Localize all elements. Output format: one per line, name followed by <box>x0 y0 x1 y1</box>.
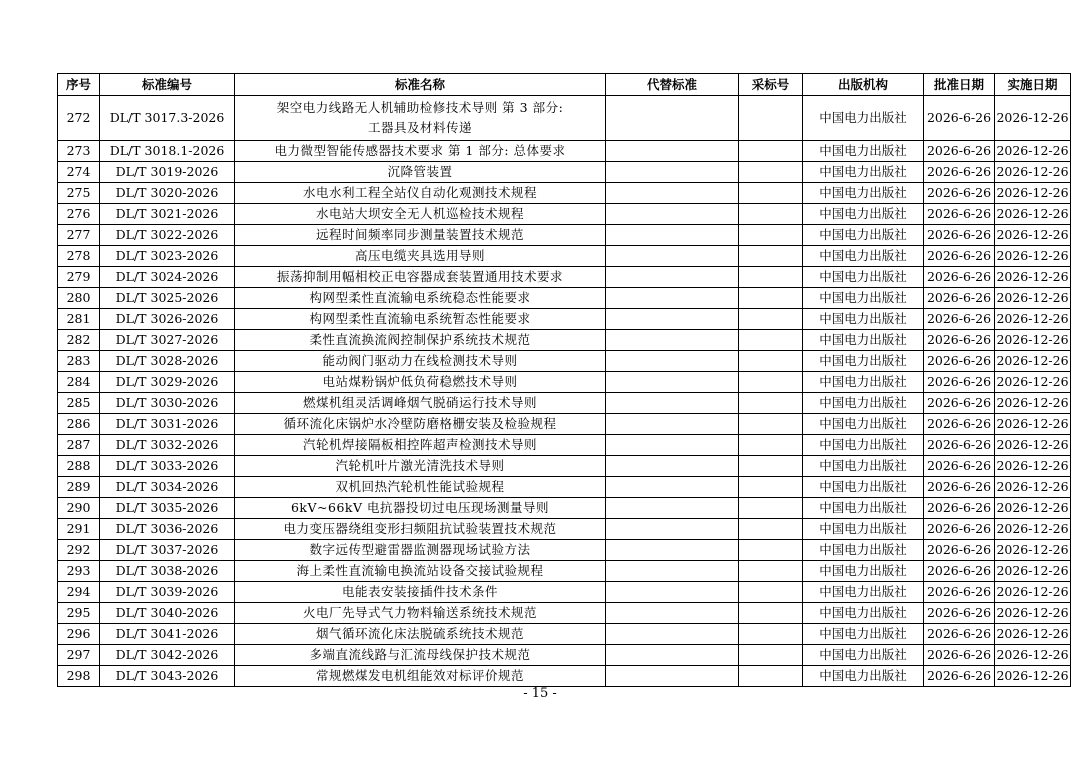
approval-date-cell: 2026-6-26 <box>924 393 995 414</box>
serial-number-cell: 295 <box>58 603 100 624</box>
standard-code-cell: DL/T 3037-2026 <box>100 540 235 561</box>
serial-number-cell: 289 <box>58 477 100 498</box>
approval-date-cell: 2026-6-26 <box>924 477 995 498</box>
effective-date-cell: 2026-12-26 <box>995 309 1071 330</box>
effective-date-cell: 2026-12-26 <box>995 372 1071 393</box>
publisher-cell: 中国电力出版社 <box>803 414 924 435</box>
standard-code-cell: DL/T 3024-2026 <box>100 267 235 288</box>
adopted-standard-cell <box>739 393 803 414</box>
table-row <box>58 141 1071 162</box>
adopted-standard-cell <box>739 288 803 309</box>
replaced-standard-cell <box>606 435 739 456</box>
effective-date-cell: 2026-12-26 <box>995 624 1071 645</box>
replaced-standard-cell <box>606 456 739 477</box>
publisher-cell: 中国电力出版社 <box>803 162 924 183</box>
standard-name-cell <box>235 414 606 435</box>
adopted-standard-cell <box>739 645 803 666</box>
approval-date-cell: 2026-6-26 <box>924 351 995 372</box>
approval-date-cell: 2026-6-26 <box>924 372 995 393</box>
adopted-standard-cell <box>739 372 803 393</box>
table-row <box>58 246 1071 267</box>
standard-name-line: 振荡抑制用幅相校正电容器成套装置通用技术要求 <box>276 269 563 284</box>
replaced-standard-cell <box>606 477 739 498</box>
header-publisher: 出版机构 <box>803 74 924 96</box>
adopted-standard-cell <box>739 561 803 582</box>
approval-date-cell: 2026-6-26 <box>924 582 995 603</box>
replaced-standard-cell <box>606 624 739 645</box>
standard-name-line: 烟气循环流化床法脱硫系统技术规范 <box>315 626 524 641</box>
publisher-cell: 中国电力出版社 <box>803 519 924 540</box>
standard-code-cell: DL/T 3032-2026 <box>100 435 235 456</box>
serial-number-cell: 276 <box>58 204 100 225</box>
adopted-standard-cell <box>739 330 803 351</box>
adopted-standard-cell <box>739 666 803 687</box>
standard-code-cell: DL/T 3036-2026 <box>100 519 235 540</box>
adopted-standard-cell <box>739 624 803 645</box>
standard-name-line: 高压电缆夹具选用导则 <box>354 248 485 263</box>
standard-name-line: 数字远传型避雷器监测器现场试验方法 <box>309 542 531 557</box>
adopted-standard-cell <box>739 519 803 540</box>
serial-number-cell: 287 <box>58 435 100 456</box>
approval-date-cell: 2026-6-26 <box>924 267 995 288</box>
effective-date-cell: 2026-12-26 <box>995 246 1071 267</box>
adopted-standard-cell <box>739 96 803 141</box>
standard-name-line: 构网型柔性直流输电系统稳态性能要求 <box>309 290 531 305</box>
publisher-cell: 中国电力出版社 <box>803 183 924 204</box>
replaced-standard-cell <box>606 225 739 246</box>
effective-date-cell: 2026-12-26 <box>995 645 1071 666</box>
publisher-cell: 中国电力出版社 <box>803 477 924 498</box>
table-row <box>58 477 1071 498</box>
effective-date-cell: 2026-12-26 <box>995 162 1071 183</box>
replaced-standard-cell <box>606 246 739 267</box>
standard-code-cell: DL/T 3021-2026 <box>100 204 235 225</box>
standard-code-cell: DL/T 3042-2026 <box>100 645 235 666</box>
standard-name-line: 水电站大坝安全无人机巡检技术规程 <box>315 206 524 221</box>
serial-number-cell: 286 <box>58 414 100 435</box>
serial-number-cell: 294 <box>58 582 100 603</box>
standard-name-cell <box>235 330 606 351</box>
standard-code-cell: DL/T 3039-2026 <box>100 582 235 603</box>
approval-date-cell: 2026-6-26 <box>924 288 995 309</box>
replaced-standard-cell <box>606 204 739 225</box>
effective-date-cell: 2026-12-26 <box>995 393 1071 414</box>
publisher-cell: 中国电力出版社 <box>803 624 924 645</box>
replaced-standard-cell <box>606 645 739 666</box>
serial-number-cell: 298 <box>58 666 100 687</box>
replaced-standard-cell <box>606 330 739 351</box>
effective-date-cell: 2026-12-26 <box>995 288 1071 309</box>
approval-date-cell: 2026-6-26 <box>924 435 995 456</box>
publisher-cell: 中国电力出版社 <box>803 540 924 561</box>
serial-number-cell: 297 <box>58 645 100 666</box>
standard-name-line: 汽轮机叶片激光清洗技术导则 <box>335 458 505 473</box>
standard-name-line: 电力微型智能传感器技术要求 第 1 部分: 总体要求 <box>274 143 566 158</box>
replaced-standard-cell <box>606 666 739 687</box>
standard-name-cell <box>235 519 606 540</box>
table-row <box>58 624 1071 645</box>
standard-code-cell: DL/T 3029-2026 <box>100 372 235 393</box>
standard-name-cell <box>235 624 606 645</box>
publisher-cell: 中国电力出版社 <box>803 225 924 246</box>
approval-date-cell: 2026-6-26 <box>924 414 995 435</box>
serial-number-cell: 285 <box>58 393 100 414</box>
table-row <box>58 351 1071 372</box>
replaced-standard-cell <box>606 603 739 624</box>
table-body <box>58 96 1071 687</box>
table-row <box>58 183 1071 204</box>
table-row <box>58 582 1071 603</box>
standard-name-cell <box>235 288 606 309</box>
serial-number-cell: 283 <box>58 351 100 372</box>
standard-name-cell <box>235 498 606 519</box>
adopted-standard-cell <box>739 540 803 561</box>
standard-code-cell: DL/T 3030-2026 <box>100 393 235 414</box>
approval-date-cell: 2026-6-26 <box>924 183 995 204</box>
effective-date-cell: 2026-12-26 <box>995 330 1071 351</box>
adopted-standard-cell <box>739 498 803 519</box>
publisher-cell: 中国电力出版社 <box>803 582 924 603</box>
adopted-standard-cell <box>739 141 803 162</box>
effective-date-cell: 2026-12-26 <box>995 183 1071 204</box>
effective-date-cell: 2026-12-26 <box>995 477 1071 498</box>
table-row <box>58 204 1071 225</box>
publisher-cell: 中国电力出版社 <box>803 246 924 267</box>
adopted-standard-cell <box>739 204 803 225</box>
approval-date-cell: 2026-6-26 <box>924 309 995 330</box>
replaced-standard-cell <box>606 183 739 204</box>
approval-date-cell: 2026-6-26 <box>924 561 995 582</box>
replaced-standard-cell <box>606 540 739 561</box>
standard-name-line: 水电水利工程全站仪自动化观测技术规程 <box>302 185 537 200</box>
serial-number-cell: 296 <box>58 624 100 645</box>
standard-name-line: 电力变压器绕组变形扫频阻抗试验装置技术规范 <box>283 521 557 536</box>
standard-name-cell <box>235 393 606 414</box>
standard-code-cell: DL/T 3019-2026 <box>100 162 235 183</box>
standard-name-line: 6kV~66kV 电抗器投切过电压现场测量导则 <box>290 500 549 515</box>
standard-name-cell <box>235 477 606 498</box>
approval-date-cell: 2026-6-26 <box>924 624 995 645</box>
standard-name-cell <box>235 435 606 456</box>
standard-name-line: 电能表安装接插件技术条件 <box>341 584 498 599</box>
table-row <box>58 666 1071 687</box>
replaced-standard-cell <box>606 414 739 435</box>
publisher-cell: 中国电力出版社 <box>803 141 924 162</box>
standard-code-cell: DL/T 3028-2026 <box>100 351 235 372</box>
standard-name-cell <box>235 582 606 603</box>
approval-date-cell: 2026-6-26 <box>924 162 995 183</box>
replaced-standard-cell <box>606 393 739 414</box>
serial-number-cell: 280 <box>58 288 100 309</box>
header-replaced-standard: 代替标准 <box>606 74 739 96</box>
publisher-cell: 中国电力出版社 <box>803 372 924 393</box>
adopted-standard-cell <box>739 435 803 456</box>
publisher-cell: 中国电力出版社 <box>803 561 924 582</box>
table-row <box>58 372 1071 393</box>
adopted-standard-cell <box>739 309 803 330</box>
standard-code-cell: DL/T 3022-2026 <box>100 225 235 246</box>
header-standard-name: 标准名称 <box>235 74 606 96</box>
adopted-standard-cell <box>739 162 803 183</box>
serial-number-cell: 291 <box>58 519 100 540</box>
table-row <box>58 414 1071 435</box>
standard-name-line: 工器具及材料传递 <box>367 120 472 135</box>
standard-name-line: 循环流化床锅炉水冷壁防磨格栅安装及检验规程 <box>283 416 557 431</box>
adopted-standard-cell <box>739 183 803 204</box>
adopted-standard-cell <box>739 225 803 246</box>
effective-date-cell: 2026-12-26 <box>995 582 1071 603</box>
table-row <box>58 162 1071 183</box>
table-row <box>58 225 1071 246</box>
effective-date-cell: 2026-12-26 <box>995 456 1071 477</box>
effective-date-cell: 2026-12-26 <box>995 141 1071 162</box>
replaced-standard-cell <box>606 372 739 393</box>
serial-number-cell: 274 <box>58 162 100 183</box>
replaced-standard-cell <box>606 561 739 582</box>
table-row <box>58 330 1071 351</box>
serial-number-cell: 284 <box>58 372 100 393</box>
adopted-standard-cell <box>739 477 803 498</box>
standard-name-cell <box>235 96 606 141</box>
standard-name-line: 沉降管装置 <box>387 164 453 179</box>
replaced-standard-cell <box>606 141 739 162</box>
standard-code-cell: DL/T 3018.1-2026 <box>100 141 235 162</box>
table-row <box>58 288 1071 309</box>
standard-name-cell <box>235 540 606 561</box>
publisher-cell: 中国电力出版社 <box>803 309 924 330</box>
table-row <box>58 540 1071 561</box>
serial-number-cell: 281 <box>58 309 100 330</box>
standard-code-cell: DL/T 3023-2026 <box>100 246 235 267</box>
approval-date-cell: 2026-6-26 <box>924 498 995 519</box>
publisher-cell: 中国电力出版社 <box>803 666 924 687</box>
page-number: - 15 - <box>523 686 557 701</box>
approval-date-cell: 2026-6-26 <box>924 519 995 540</box>
adopted-standard-cell <box>739 351 803 372</box>
approval-date-cell: 2026-6-26 <box>924 225 995 246</box>
adopted-standard-cell <box>739 246 803 267</box>
publisher-cell: 中国电力出版社 <box>803 456 924 477</box>
standard-code-cell: DL/T 3033-2026 <box>100 456 235 477</box>
serial-number-cell: 282 <box>58 330 100 351</box>
adopted-standard-cell <box>739 603 803 624</box>
serial-number-cell: 290 <box>58 498 100 519</box>
standard-name-line: 常规燃煤发电机组能效对标评价规范 <box>315 668 524 683</box>
standard-code-cell: DL/T 3041-2026 <box>100 624 235 645</box>
effective-date-cell: 2026-12-26 <box>995 666 1071 687</box>
standard-name-cell <box>235 141 606 162</box>
effective-date-cell: 2026-12-26 <box>995 540 1071 561</box>
serial-number-cell: 293 <box>58 561 100 582</box>
serial-number-cell: 278 <box>58 246 100 267</box>
standard-name-cell <box>235 162 606 183</box>
approval-date-cell: 2026-6-26 <box>924 204 995 225</box>
publisher-cell: 中国电力出版社 <box>803 435 924 456</box>
publisher-cell: 中国电力出版社 <box>803 96 924 141</box>
serial-number-cell: 279 <box>58 267 100 288</box>
standard-code-cell: DL/T 3035-2026 <box>100 498 235 519</box>
standard-code-cell: DL/T 3031-2026 <box>100 414 235 435</box>
effective-date-cell: 2026-12-26 <box>995 267 1071 288</box>
effective-date-cell: 2026-12-26 <box>995 351 1071 372</box>
standard-code-cell: DL/T 3034-2026 <box>100 477 235 498</box>
effective-date-cell: 2026-12-26 <box>995 519 1071 540</box>
table-row <box>58 498 1071 519</box>
effective-date-cell: 2026-12-26 <box>995 204 1071 225</box>
replaced-standard-cell <box>606 267 739 288</box>
standard-name-line: 能动阀门驱动力在线检测技术导则 <box>322 353 518 368</box>
replaced-standard-cell <box>606 288 739 309</box>
adopted-standard-cell <box>739 582 803 603</box>
standard-name-cell <box>235 456 606 477</box>
approval-date-cell: 2026-6-26 <box>924 603 995 624</box>
standard-code-cell: DL/T 3017.3-2026 <box>100 96 235 141</box>
effective-date-cell: 2026-12-26 <box>995 435 1071 456</box>
approval-date-cell: 2026-6-26 <box>924 246 995 267</box>
standard-code-cell: DL/T 3025-2026 <box>100 288 235 309</box>
header-adopted-standard: 采标号 <box>739 74 803 96</box>
standard-name-cell <box>235 309 606 330</box>
header-effective-date: 实施日期 <box>995 74 1071 96</box>
adopted-standard-cell <box>739 267 803 288</box>
adopted-standard-cell <box>739 414 803 435</box>
header-row <box>58 74 1071 96</box>
adopted-standard-cell <box>739 456 803 477</box>
effective-date-cell: 2026-12-26 <box>995 96 1071 141</box>
publisher-cell: 中国电力出版社 <box>803 204 924 225</box>
table-row <box>58 519 1071 540</box>
standard-code-cell: DL/T 3043-2026 <box>100 666 235 687</box>
table-row <box>58 267 1071 288</box>
replaced-standard-cell <box>606 162 739 183</box>
publisher-cell: 中国电力出版社 <box>803 393 924 414</box>
replaced-standard-cell <box>606 519 739 540</box>
table-row <box>58 561 1071 582</box>
serial-number-cell: 292 <box>58 540 100 561</box>
header-serial-number: 序号 <box>58 74 100 96</box>
table-row <box>58 96 1071 141</box>
publisher-cell: 中国电力出版社 <box>803 288 924 309</box>
standard-name-line: 电站煤粉锅炉低负荷稳燃技术导则 <box>322 374 518 389</box>
replaced-standard-cell <box>606 96 739 141</box>
serial-number-cell: 275 <box>58 183 100 204</box>
standard-name-line: 柔性直流换流阀控制保护系统技术规范 <box>309 332 531 347</box>
standard-name-cell <box>235 267 606 288</box>
effective-date-cell: 2026-12-26 <box>995 225 1071 246</box>
standard-name-line: 双机回热汽轮机性能试验规程 <box>335 479 505 494</box>
standard-name-cell <box>235 225 606 246</box>
approval-date-cell: 2026-6-26 <box>924 330 995 351</box>
standard-name-line: 燃煤机组灵活调峰烟气脱硝运行技术导则 <box>302 395 537 410</box>
standard-name-cell <box>235 666 606 687</box>
approval-date-cell: 2026-6-26 <box>924 540 995 561</box>
standard-name-cell <box>235 603 606 624</box>
publisher-cell: 中国电力出版社 <box>803 498 924 519</box>
table-row <box>58 309 1071 330</box>
replaced-standard-cell <box>606 498 739 519</box>
standards-table <box>57 73 1071 687</box>
table-row <box>58 393 1071 414</box>
standard-code-cell: DL/T 3020-2026 <box>100 183 235 204</box>
effective-date-cell: 2026-12-26 <box>995 414 1071 435</box>
publisher-cell: 中国电力出版社 <box>803 603 924 624</box>
effective-date-cell: 2026-12-26 <box>995 498 1071 519</box>
standard-code-cell: DL/T 3038-2026 <box>100 561 235 582</box>
standard-name-cell <box>235 183 606 204</box>
standard-code-cell: DL/T 3027-2026 <box>100 330 235 351</box>
table-row <box>58 435 1071 456</box>
standard-name-cell <box>235 204 606 225</box>
standard-name-cell <box>235 372 606 393</box>
effective-date-cell: 2026-12-26 <box>995 561 1071 582</box>
standard-name-line: 架空电力线路无人机辅助检修技术导则 第 3 部分: <box>276 100 564 115</box>
standard-name-line: 远程时间频率同步测量装置技术规范 <box>315 227 524 242</box>
serial-number-cell: 272 <box>58 96 100 141</box>
effective-date-cell: 2026-12-26 <box>995 603 1071 624</box>
approval-date-cell: 2026-6-26 <box>924 456 995 477</box>
standard-name-line: 火电厂先导式气力物料输送系统技术规范 <box>302 605 537 620</box>
publisher-cell: 中国电力出版社 <box>803 351 924 372</box>
approval-date-cell: 2026-6-26 <box>924 141 995 162</box>
standard-name-cell <box>235 561 606 582</box>
standard-name-cell <box>235 351 606 372</box>
approval-date-cell: 2026-6-26 <box>924 666 995 687</box>
standard-name-cell <box>235 645 606 666</box>
header-standard-code: 标准编号 <box>100 74 235 96</box>
standard-name-line: 多端直流线路与汇流母线保护技术规范 <box>309 647 531 662</box>
table-row <box>58 645 1071 666</box>
replaced-standard-cell <box>606 309 739 330</box>
table-row <box>58 456 1071 477</box>
standard-name-line: 海上柔性直流输电换流站设备交接试验规程 <box>296 563 544 578</box>
publisher-cell: 中国电力出版社 <box>803 267 924 288</box>
publisher-cell: 中国电力出版社 <box>803 645 924 666</box>
publisher-cell: 中国电力出版社 <box>803 330 924 351</box>
replaced-standard-cell <box>606 351 739 372</box>
header-approval-date: 批准日期 <box>924 74 995 96</box>
standard-code-cell: DL/T 3040-2026 <box>100 603 235 624</box>
standard-name-line: 汽轮机焊接隔板相控阵超声检测技术导则 <box>302 437 537 452</box>
serial-number-cell: 273 <box>58 141 100 162</box>
standard-name-line: 构网型柔性直流输电系统暂态性能要求 <box>309 311 531 326</box>
table-row <box>58 603 1071 624</box>
standard-code-cell: DL/T 3026-2026 <box>100 309 235 330</box>
serial-number-cell: 288 <box>58 456 100 477</box>
approval-date-cell: 2026-6-26 <box>924 645 995 666</box>
serial-number-cell: 277 <box>58 225 100 246</box>
replaced-standard-cell <box>606 582 739 603</box>
approval-date-cell: 2026-6-26 <box>924 96 995 141</box>
standard-name-cell <box>235 246 606 267</box>
